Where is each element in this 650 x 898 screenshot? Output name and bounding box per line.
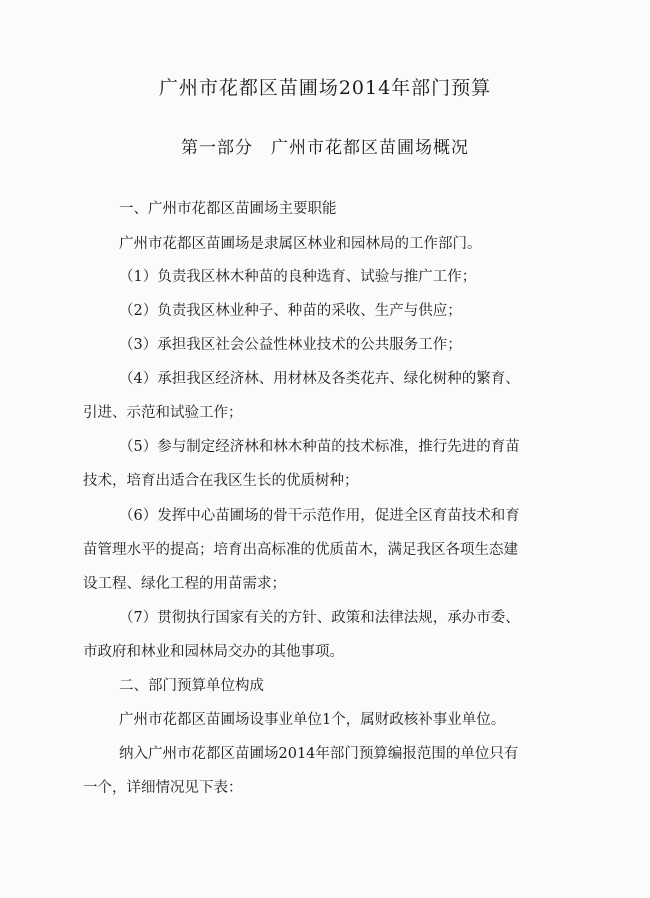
section-heading-functions: 一、广州市花都区苗圃场主要职能 [119, 201, 337, 217]
list-item: （6）发挥中心苗圃场的骨干示范作用，促进全区育苗技术和育 [119, 508, 520, 524]
paragraph-units: 广州市花都区苗圃场设事业单位1个，属财政核补事业单位。 [119, 712, 506, 728]
paragraph-scope: 纳入广州市花都区苗圃场2014年部门预算编报范围的单位只有 [119, 746, 519, 762]
paragraph-scope-continuation: 一个，详细情况见下表： [83, 780, 243, 796]
list-item-continuation: 引进、示范和试验工作； [83, 405, 243, 421]
part-title: 第一部分 广州市花都区苗圃场概况 [181, 138, 469, 158]
list-item-continuation: 苗管理水平的提高；培育出高标准的优质苗木，满足我区各项生态建 [83, 542, 518, 558]
list-item: （4）承担我区经济林、用材林及各类花卉、绿化树种的繁育、 [119, 371, 520, 387]
section-heading-composition: 二、部门预算单位构成 [119, 678, 264, 694]
list-item-continuation: 技术，培育出适合在我区生长的优质树种； [83, 473, 359, 489]
list-item: （1）负责我区林木种苗的良种选育、试验与推广工作； [119, 269, 477, 285]
document-title: 广州市花都区苗圃场2014年部门预算 [158, 77, 492, 99]
paragraph-intro: 广州市花都区苗圃场是隶属区林业和园林局的工作部门。 [119, 236, 482, 252]
list-item: （3）承担我区社会公益性林业技术的公共服务工作； [119, 337, 462, 353]
list-item-continuation: 设工程、绿化工程的用苗需求； [83, 576, 286, 592]
list-item: （2）负责我区林业种子、种苗的采收、生产与供应； [119, 303, 462, 319]
list-item: （7）贯彻执行国家有关的方针、政策和法律法规，承办市委、 [119, 610, 520, 626]
list-item-continuation: 市政府和林业和园林局交办的其他事项。 [83, 644, 344, 660]
list-item: （5）参与制定经济林和林木种苗的技术标准，推行先进的育苗 [119, 439, 520, 455]
